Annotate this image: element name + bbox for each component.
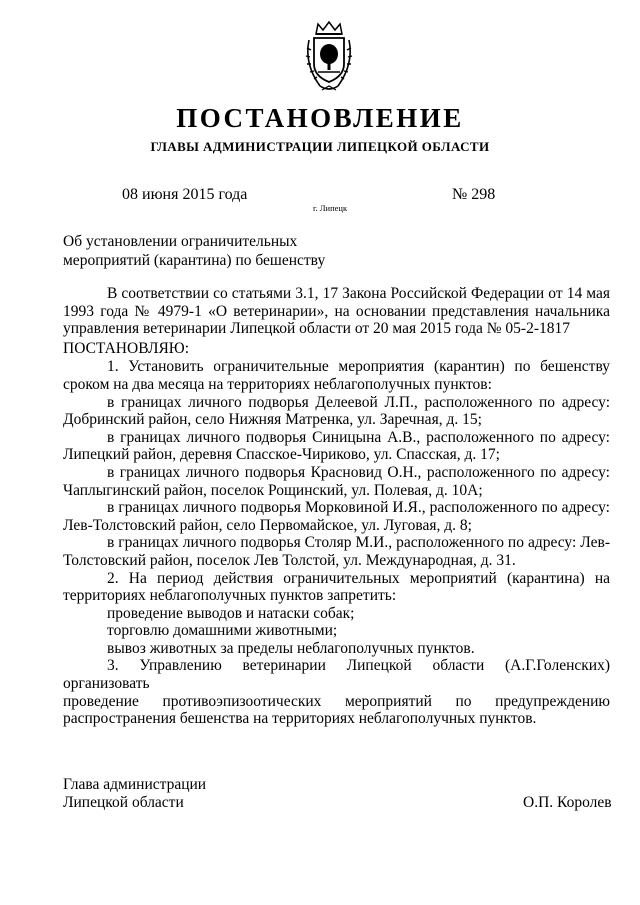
signatory-name: О.П. Королев bbox=[523, 794, 612, 811]
coat-of-arms-icon bbox=[302, 20, 356, 96]
item2-line: 2. На период действия ограничительных мероприятий (карантина) на bbox=[107, 569, 610, 587]
place-line: Чаплыгинский район, поселок Рощинский, ул. Полевая, д. 10А; bbox=[63, 481, 483, 499]
document-subject bbox=[63, 232, 325, 270]
ban-item: проведение выводов и натаски собак; bbox=[107, 604, 355, 622]
signatory-position bbox=[63, 776, 206, 812]
item3-line: 3. Управлению ветеринарии Липецкой области (А.Г.Голенских) организовать bbox=[63, 657, 610, 693]
place-line: в границах личного подворья Столяр М.И., расположенного по адресу: Лев- bbox=[107, 534, 610, 552]
place-line: Лев-Толстовский район, село Первомайское, ул. Луговая, д. 8; bbox=[63, 516, 472, 534]
place-line: в границах личного подворья Делеевой Л.П., расположенного по адресу: bbox=[107, 393, 610, 411]
document-number: № 298 bbox=[452, 186, 496, 203]
document-subtitle: ГЛАВЫ АДМИНИСТРАЦИИ ЛИПЕЦКОЙ ОБЛАСТИ bbox=[150, 139, 490, 154]
ban-item: торговлю домашними животными; bbox=[107, 622, 338, 640]
ban-item: вывоз животных за пределы неблагополучных пунктов. bbox=[107, 639, 475, 657]
preamble-line: управления ветеринарии Липецкой области от 20 мая 2015 года № 05-2-1817 bbox=[63, 320, 571, 338]
item3-line: проведение противоэпизоотических мероприятий по предупреждению bbox=[63, 692, 610, 710]
signatory-position-line: Глава администрации bbox=[63, 776, 207, 793]
subject-line: Об установлении ограничительных bbox=[63, 233, 298, 250]
place-line: в границах личного подворья Синицына А.В., расположенного по адресу: bbox=[107, 428, 610, 446]
document-date: 08 июня 2015 года bbox=[122, 186, 248, 203]
place-line: Добринский район, село Нижняя Матренка, ул. Заречная, д. 15; bbox=[63, 411, 482, 429]
item3-line: распространения бешенства на территориях неблагополучных пунктов. bbox=[63, 710, 537, 728]
document-city: г. Липецк bbox=[313, 203, 348, 213]
place-line: Липецкий район, деревня Спасское-Чириково, ул. Спасская, д. 17; bbox=[63, 446, 500, 464]
document-body bbox=[63, 285, 610, 728]
subject-line: мероприятий (карантина) по бешенству bbox=[63, 252, 326, 269]
document-title: ПОСТАНОВЛЕНИЕ bbox=[176, 103, 464, 133]
item1-line: 1. Установить ограничительные мероприятия (карантин) по бешенству bbox=[107, 358, 610, 376]
item2-line: территориях неблагополучных пунктов запретить: bbox=[63, 587, 397, 605]
item1-line: сроком на два месяца на территориях неблагополучных пунктов: bbox=[63, 375, 492, 393]
signatory-position-line: Липецкой области bbox=[63, 794, 184, 811]
preamble-line: 1993 года № 4979-1 «О ветеринарии», на основании представления начальника bbox=[63, 302, 610, 320]
preamble-line: В соответствии со статьями 3.1, 17 Закона Российской Федерации от 14 мая bbox=[107, 285, 610, 302]
place-line: в границах личного подворья Красновид О.Н., расположенного по адресу: bbox=[107, 463, 610, 481]
place-line: Толстовский район, поселок Лев Толстой, ул. Международная, д. 31. bbox=[63, 551, 516, 569]
decree-word: ПОСТАНОВЛЯЮ: bbox=[63, 339, 190, 357]
place-line: в границах личного подворья Морковиной И.Я., расположенного по адресу: bbox=[107, 499, 610, 517]
